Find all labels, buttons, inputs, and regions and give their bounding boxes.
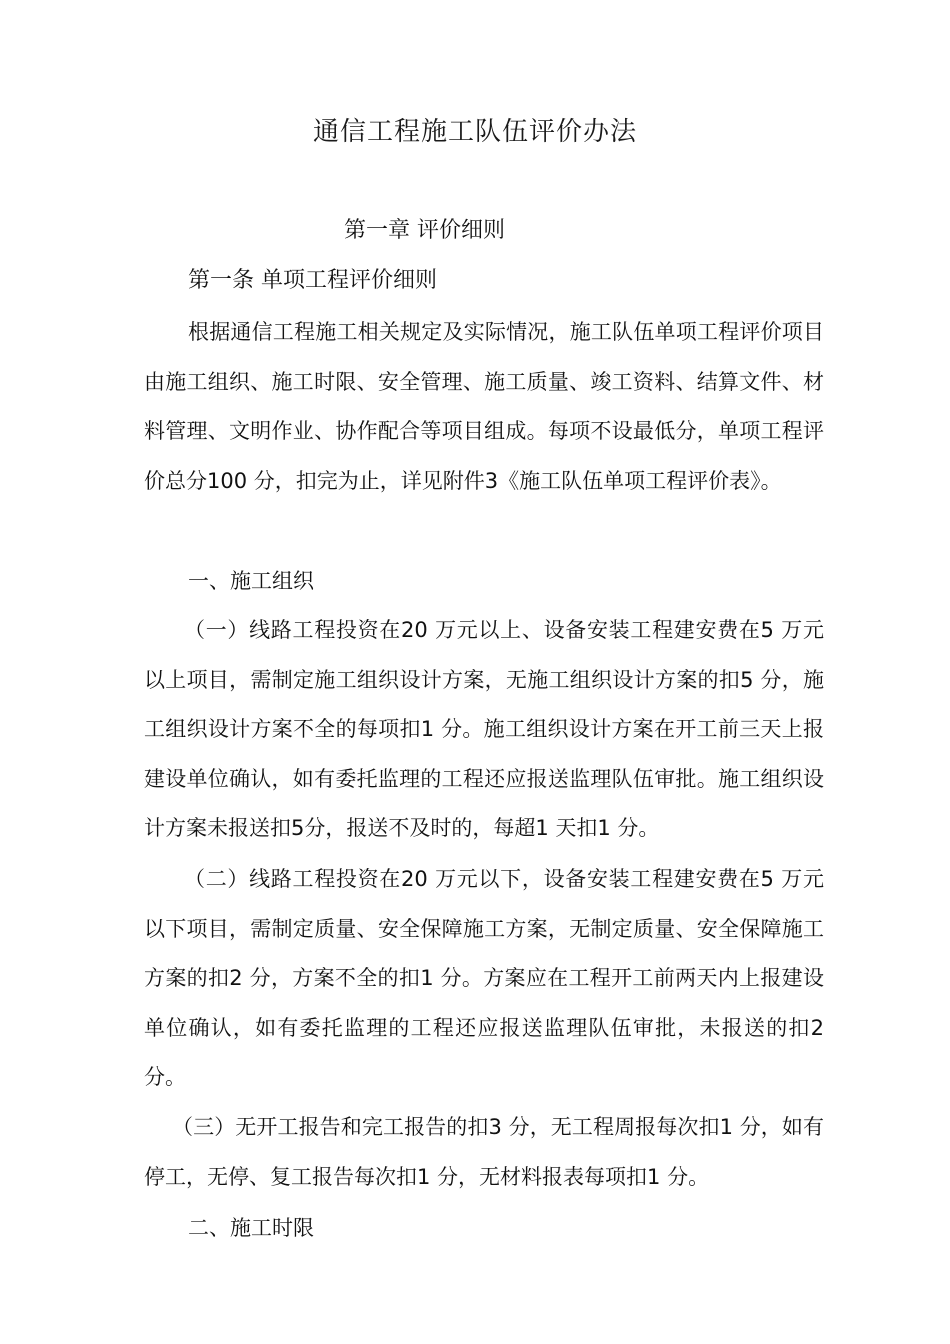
item-paragraph-2: （二）线路工程投资在20 万元以下，设备安装工程建安费在5 万元以下项目，需制定质量、安全保障施工方案，无制定质量、安全保障施工方案的扣2 分，方案不全的扣1 分。方案应在工程开工前两天内上报建设单位确认，如有委托监理的工程还应报送监理队伍审批，未报送的扣2 分。 — [144, 867, 824, 1089]
document-title: 通信工程施工队伍评价办法 — [312, 117, 637, 147]
chapter-heading: 第一章 评价细则 — [344, 218, 505, 243]
section-heading-construction-organization: 一、施工组织 — [188, 569, 314, 593]
item-paragraph-1: （一）线路工程投资在20 万元以上、设备安装工程建安费在5 万元以上项目，需制定施工组织设计方案，无施工组织设计方案的扣5 分，施工组织设计方案不全的每项扣1 分。施工组织设计方案在开工前三天上报建设单位确认，如有委托监理的工程还应报送监理队伍审批。施工组织设计方案未报送扣5分，报送不及时的，每超1 天扣1 分。 — [144, 618, 824, 840]
item-paragraph-3: （三）无开工报告和完工报告的扣3 分，无工程周报每次扣1 分，如有停工，无停、复工报告每次扣1 分，无材料报表每项扣1 分。 — [144, 1115, 824, 1189]
intro-paragraph: 根据通信工程施工相关规定及实际情况，施工队伍单项工程评价项目由施工组织、施工时限、安全管理、施工质量、竣工资料、结算文件、材料管理、文明作业、协作配合等项目组成。每项不设最低分，单项工程评价总分100 分，扣完为止，详见附件3《施工队伍单项工程评价表》。 — [144, 320, 824, 493]
article-heading: 第一条 单项工程评价细则 — [188, 268, 437, 293]
section-heading-construction-time-limit: 二、施工时限 — [188, 1216, 314, 1240]
